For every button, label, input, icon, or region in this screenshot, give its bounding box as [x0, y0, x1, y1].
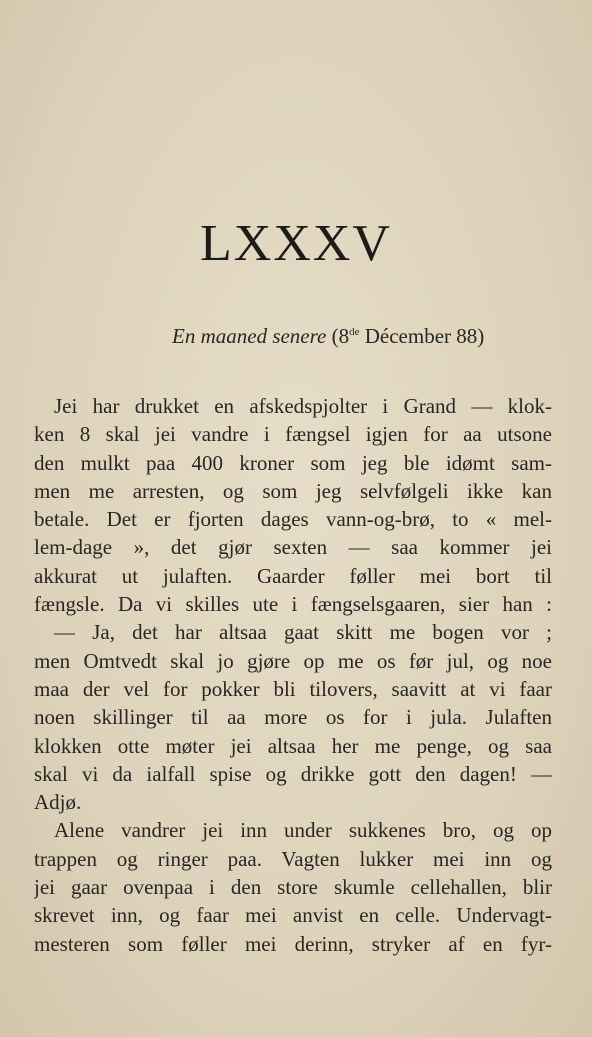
text-line: lem-dage », det gjør sexten — saa kommer jei [34, 535, 552, 560]
text-line: skrevet inn, og faar mei anvist en celle. Undervagt- [34, 903, 552, 928]
text-line: Adjø. [34, 790, 82, 815]
text-line: men Omtvedt skal jo gjøre op me os før jul, og noe [34, 648, 552, 673]
text-line: trappen og ringer paa. Vagten lukker mei inn og [34, 846, 552, 871]
text-line: maa der vel for pokker bli tilovers, saavitt at vi faar [34, 676, 552, 701]
subtitle-italic: En maaned senere [172, 324, 327, 348]
text-line: klokken otte møter jei altsaa her me penge, og saa [34, 733, 552, 758]
subtitle-date-superscript: de [349, 326, 360, 338]
text-line: fængsle. Da vi skilles ute i fængselsgaaren, sier han : [34, 592, 552, 617]
text-line: betale. Det er fjorten dages vann-og-brø, to « mel- [34, 507, 552, 532]
text-line: jei gaar ovenpaa i den store skumle cellehallen, blir [34, 875, 552, 900]
chapter-subtitle [172, 326, 484, 347]
text-line: den mulkt paa 400 kroner som jeg ble idømt sam- [34, 450, 552, 475]
chapter-heading: LXXXV [200, 215, 392, 272]
text-line: mesteren som føller mei derinn, stryker af en fyr- [34, 931, 552, 956]
text-line: men me arresten, og som jeg selvfølgeli ikke kan [34, 478, 552, 503]
subtitle-date-start: (8 [331, 324, 350, 348]
text-line: — Ja, det har altsaa gaat skitt me bogen vor ; [54, 620, 552, 645]
text-line: Jei har drukket en afskedspjolter i Grand — klok- [54, 394, 552, 418]
body-text [34, 392, 552, 958]
text-line: akkurat ut julaften. Gaarder føller mei bort til [34, 563, 552, 588]
text-line: ken 8 skal jei vandre i fængsel igjen for aa utsone [34, 422, 552, 447]
text-line: Alene vandrer jei inn under sukkenes bro, og op [54, 818, 552, 843]
text-line: skal vi da ialfall spise og drikke gott den dagen! — [34, 761, 552, 786]
text-line: noen skillinger til aa more os for i jula. Julaften [34, 705, 552, 730]
subtitle-date-rest: Décember 88) [359, 324, 485, 348]
